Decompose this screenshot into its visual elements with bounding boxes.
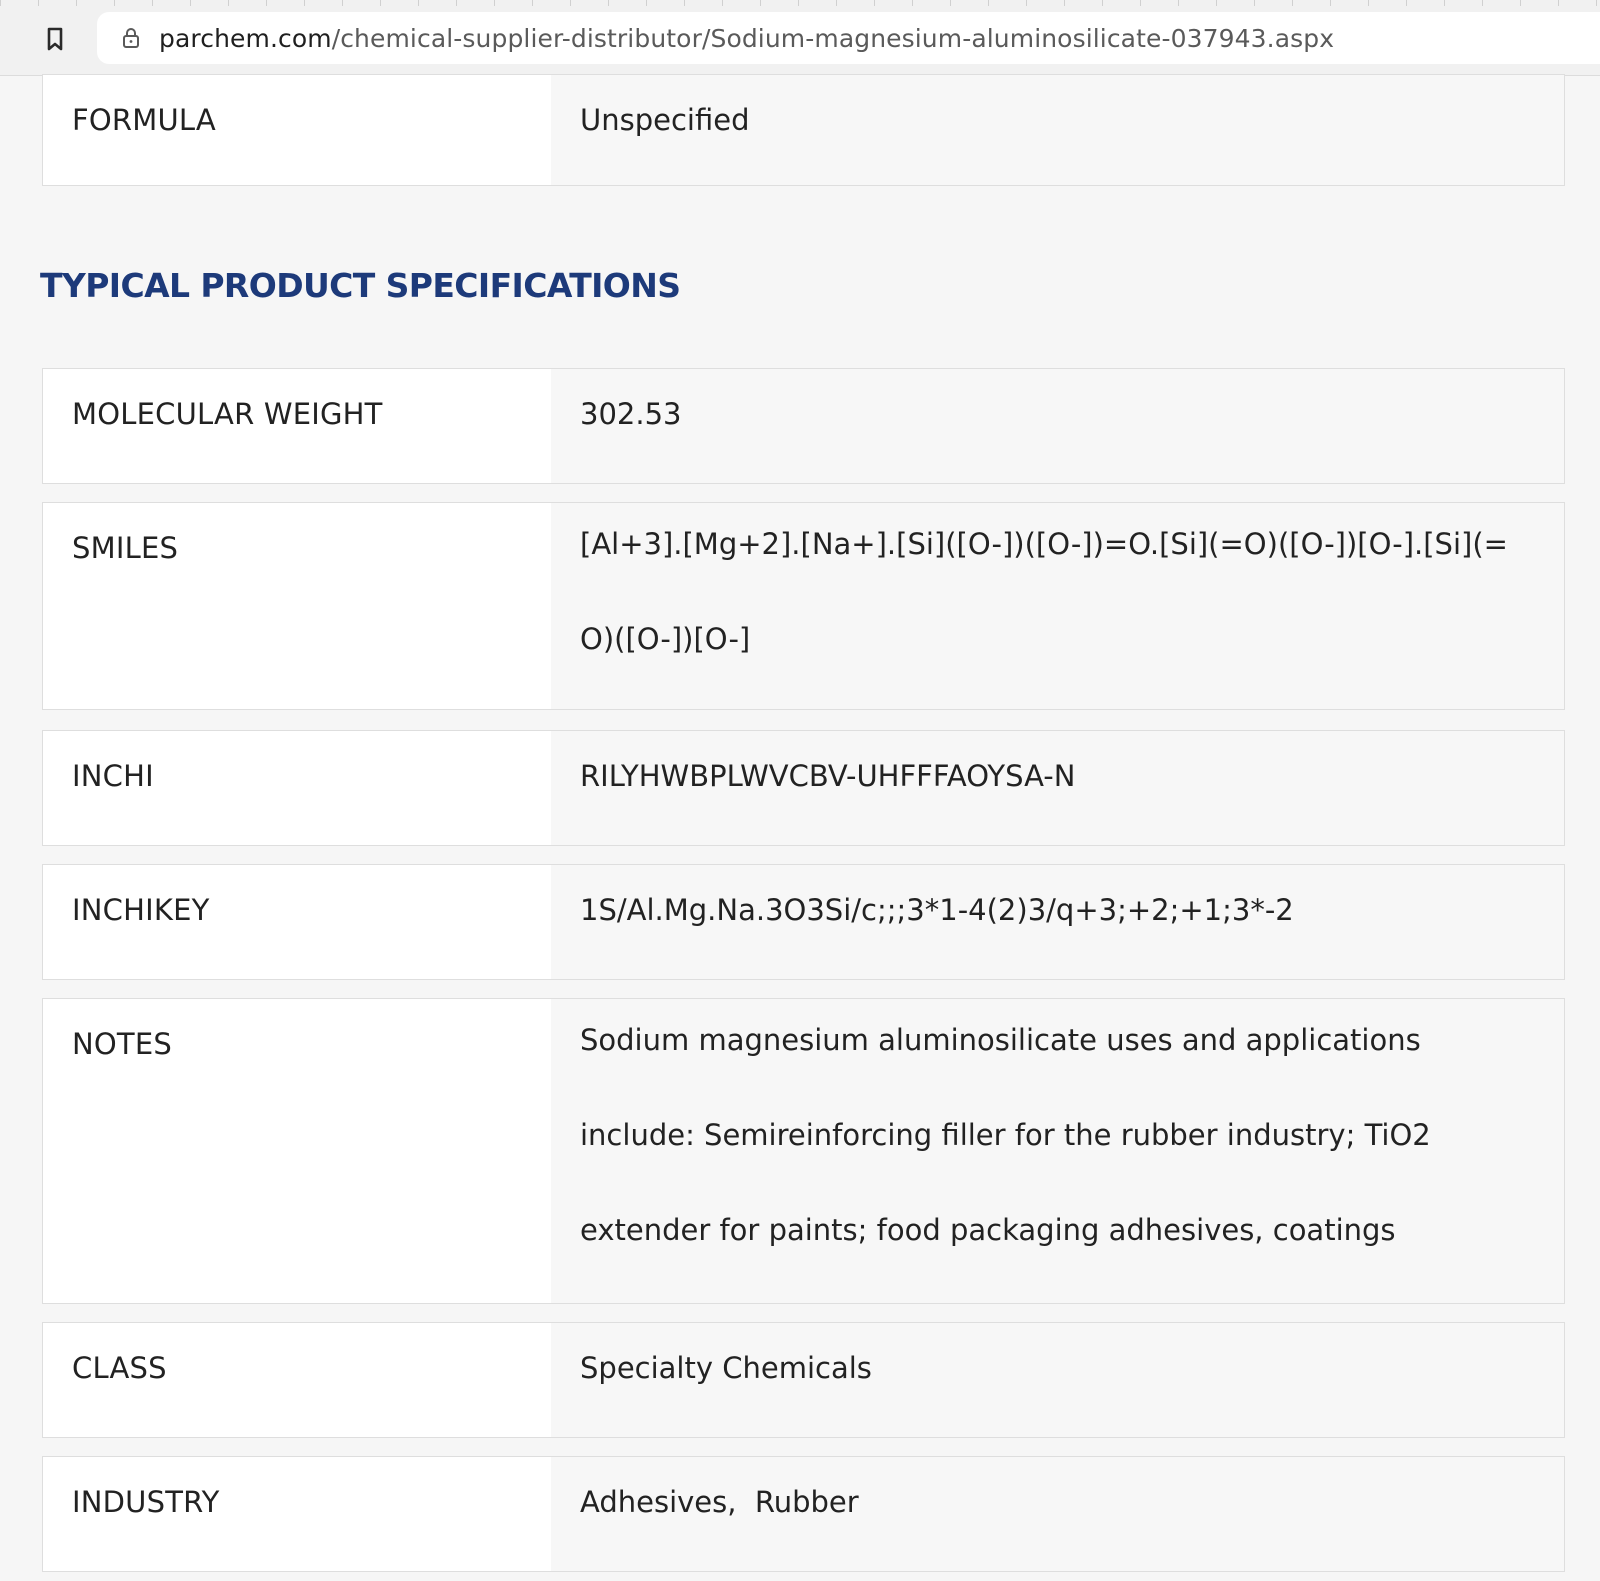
spec-value: Adhesives, Rubber <box>580 1485 859 1519</box>
spec-row-molecular-weight <box>42 368 1565 484</box>
spec-label: CLASS <box>43 1323 551 1437</box>
spec-value: 302.53 <box>580 397 682 431</box>
spec-row-class <box>42 1322 1565 1438</box>
spec-label: NOTES <box>43 999 551 1303</box>
spec-value: Unspecified <box>580 103 750 137</box>
spec-label: MOLECULAR WEIGHT <box>43 369 551 483</box>
spec-row-inchikey <box>42 864 1565 980</box>
tab-strip-edge <box>0 0 1600 6</box>
spec-value: Sodium magnesium aluminosilicate uses and applications include: Semireinforcing filler for the rubber industry; TiO2 extender for paints; food packaging adhesives, coatings <box>580 1023 1431 1247</box>
spec-row-formula <box>42 74 1565 186</box>
spec-row-industry <box>42 1456 1565 1572</box>
spec-row-smiles <box>42 502 1565 710</box>
spec-value: 1S/Al.Mg.Na.3O3Si/c;;;3*1-4(2)3/q+3;+2;+1;3*-2 <box>580 893 1294 927</box>
bookmark-icon[interactable] <box>40 24 70 54</box>
spec-row-inchi <box>42 730 1565 846</box>
spec-label: SMILES <box>43 503 551 709</box>
spec-value: [Al+3].[Mg+2].[Na+].[Si]([O-])([O-])=O.[Si](=O)([O-])[O-].[Si](=O)([O-])[O-] <box>580 527 1508 656</box>
url-host: parchem.com <box>159 23 332 53</box>
spec-value: RILYHWBPLWVCBV-UHFFFAOYSA-N <box>580 759 1076 793</box>
spec-label: FORMULA <box>43 75 551 185</box>
spec-label: INDUSTRY <box>43 1457 551 1571</box>
spec-label: INCHIKEY <box>43 865 551 979</box>
address-bar[interactable] <box>97 12 1600 64</box>
spec-row-notes <box>42 998 1565 1304</box>
url-text[interactable] <box>159 24 1334 53</box>
spec-value: Specialty Chemicals <box>580 1351 872 1385</box>
lock-icon <box>119 26 143 50</box>
url-path: /chemical-supplier-distributor/Sodium-magnesium-aluminosilicate-037943.aspx <box>331 23 1335 53</box>
spec-label: INCHI <box>43 731 551 845</box>
browser-toolbar <box>0 0 1600 76</box>
section-title: TYPICAL PRODUCT SPECIFICATIONS <box>40 266 681 305</box>
